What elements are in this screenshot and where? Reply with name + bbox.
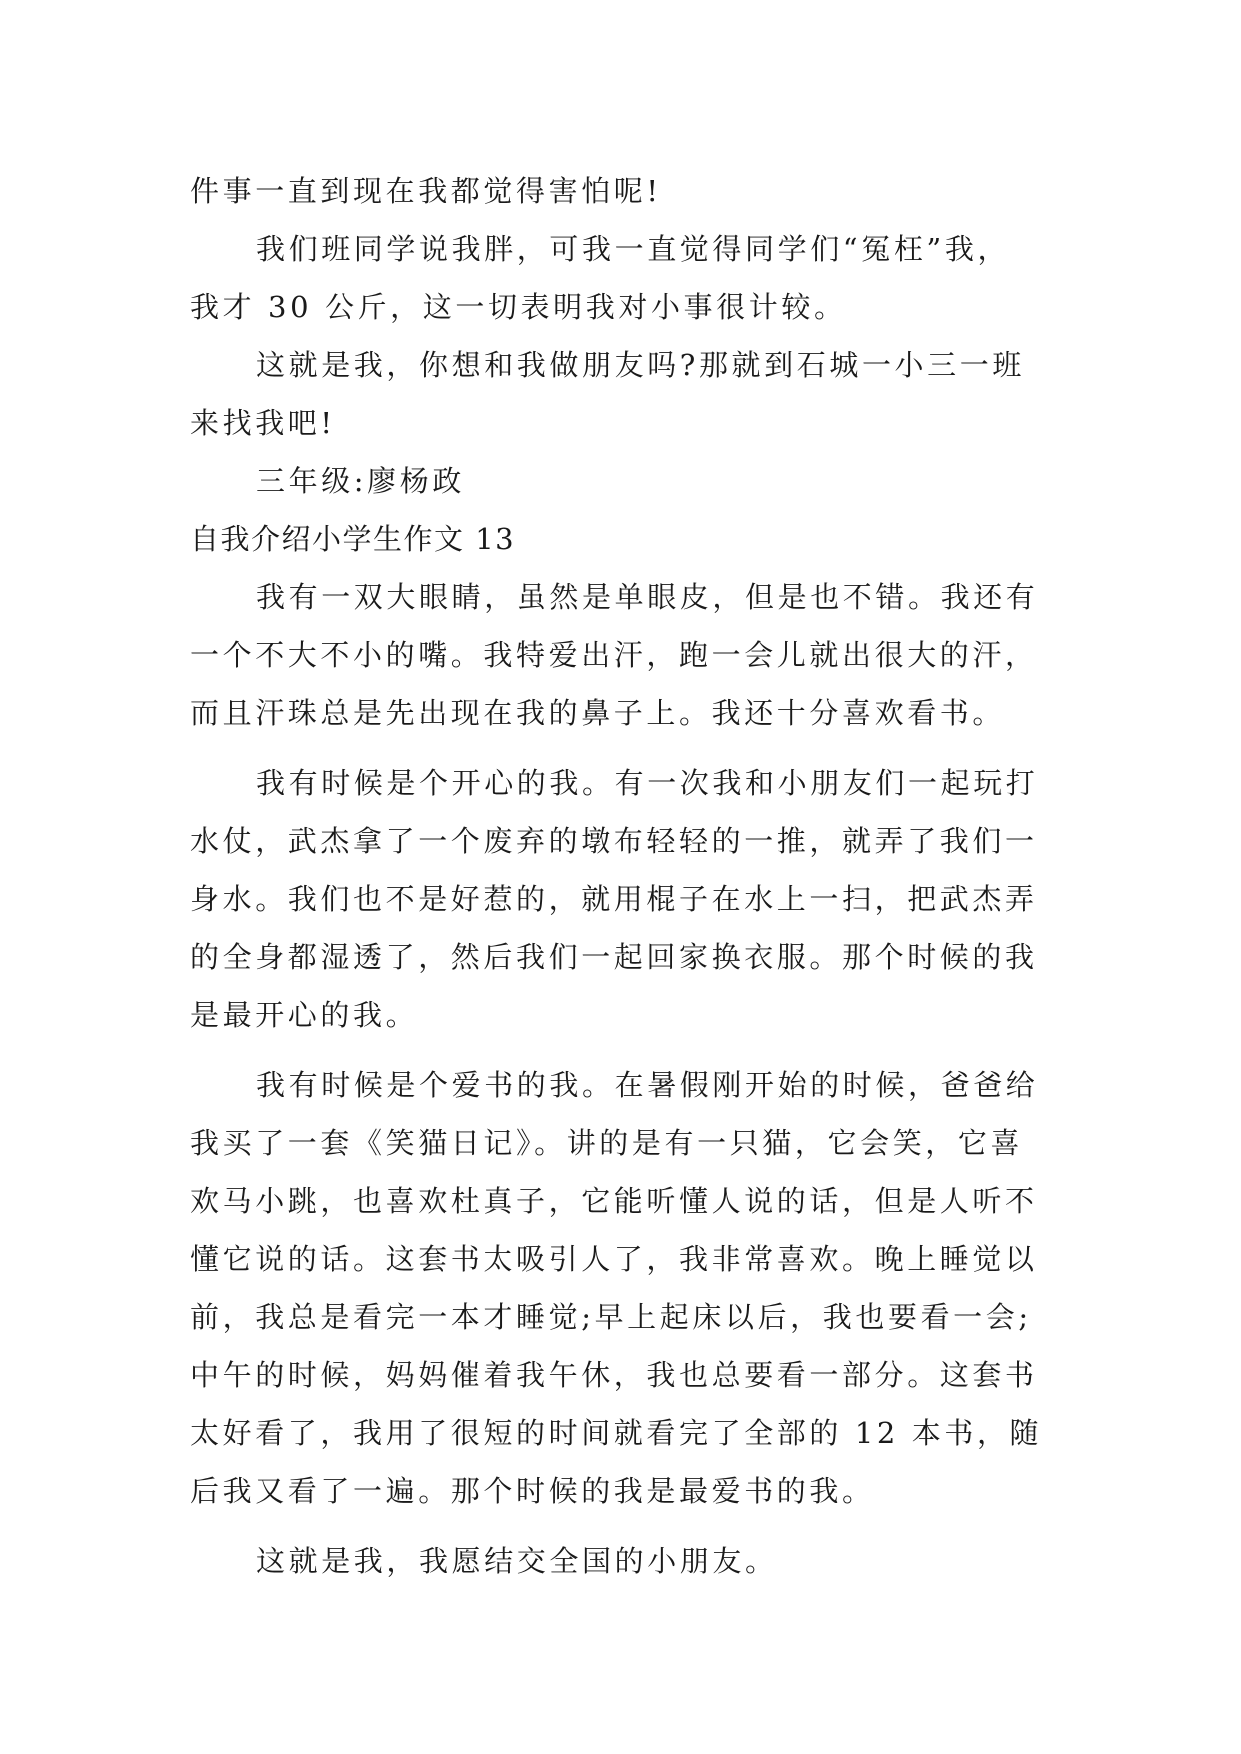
paragraph-line: 而且汗珠总是先出现在我的鼻子上。我还十分喜欢看书。 (190, 696, 1006, 730)
paragraph-line: 我们班同学说我胖，可我一直觉得同学们“冤枉”我， (256, 232, 1011, 266)
paragraph-line: 前，我总是看完一本才睡觉;早上起床以后，我也要看一会; (190, 1300, 1032, 1334)
paragraph-line: 是最开心的我。 (190, 998, 419, 1032)
paragraph-line: 懂它说的话。这套书太吸引人了，我非常喜欢。晚上睡觉以 (190, 1242, 1038, 1276)
paragraph-line: 来找我吧! (190, 406, 336, 440)
paragraph-line: 我有一双大眼睛，虽然是单眼皮，但是也不错。我还有 (256, 580, 1039, 614)
paragraph-line: 我买了一套《笑猫日记》。讲的是有一只猫，它会笑，它喜 (190, 1126, 1024, 1160)
paragraph-line: 身水。我们也不是好惹的，就用棍子在水上一扫，把武杰弄 (190, 882, 1038, 916)
paragraph-line: 后我又看了一遍。那个时候的我是最爱书的我。 (190, 1474, 875, 1508)
paragraph-line: 这就是我，你想和我做朋友吗?那就到石城一小三一班 (256, 348, 1025, 382)
essay-body (190, 162, 1070, 1590)
paragraph-line: 的全身都湿透了，然后我们一起回家换衣服。那个时候的我 (190, 940, 1038, 974)
paragraph-line: 中午的时候，妈妈催着我午休，我也总要看一部分。这套书 (190, 1358, 1038, 1392)
paragraph-line: 水仗，武杰拿了一个废弃的墩布轻轻的一推，就弄了我们一 (190, 824, 1038, 858)
paragraph-line: 我有时候是个爱书的我。在暑假刚开始的时候，爸爸给 (256, 1068, 1039, 1102)
essay-title: 自我介绍小学生作文 13 (190, 522, 516, 556)
paragraph-line: 我有时候是个开心的我。有一次我和小朋友们一起玩打 (256, 766, 1039, 800)
paragraph-line: 件事一直到现在我都觉得害怕呢! (190, 174, 662, 208)
paragraph-line: 太好看了，我用了很短的时间就看完了全部的 12 本书，随 (190, 1416, 1043, 1450)
paragraph-line: 我才 30 公斤，这一切表明我对小事很计较。 (190, 290, 847, 324)
paragraph-line: 这就是我，我愿结交全国的小朋友。 (256, 1544, 778, 1578)
paragraph-line: 一个不大不小的嘴。我特爱出汗，跑一会儿就出很大的汗， (190, 638, 1038, 672)
paragraph-line: 欢马小跳，也喜欢杜真子，它能听懂人说的话，但是人听不 (190, 1184, 1038, 1218)
author-line: 三年级:廖杨政 (256, 464, 465, 498)
